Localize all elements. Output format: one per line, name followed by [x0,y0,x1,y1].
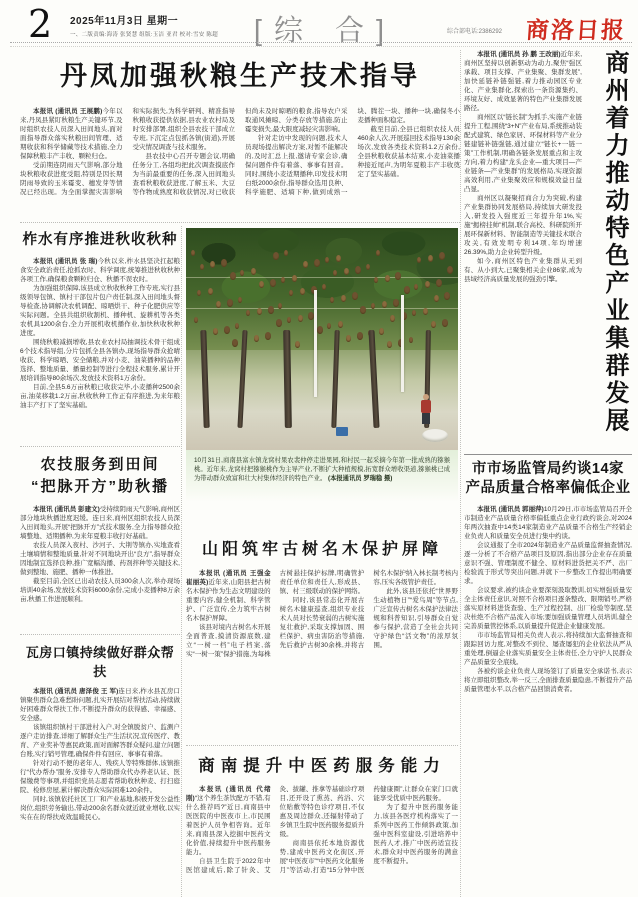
article-body: 本报讯 (通讯员 张 瑞)今秋以来,柞水县坚决扛起粮食安全政治责任,抢抓农时、科学调度,统筹推进秋收秋种各项工作,确保粮食颗粒归仓、秋播不误农时。 为加强组织保障,该县成立秋收秋种工作专班,实行县级领导包镇、镇村干部包片包户责任制,深入田间地头督导检查,协调解决农机调配、晾晒烘干、种子化肥供应等实际问题。全县共组织收割机、播种机、旋耕机等各类农机具1200余台,全力开展机收机播作业,加快秋收秋种进度。 围绕秋粮减损增收,县农业农村局抽调技术骨干组成6个技术指导组,分片包抓全县各镇办,现场指导群众抢晴收获、科学晾晒、安全储粮,并对小麦、油菜播种的品种选择、整地质量、播量控制等进行全程技术服务,累计开展培训指导80余场次,发放技术资料1万余份。 目前,全县5.6万亩秋粮已收获完毕,小麦播种2500余亩,油菜移栽1.2万亩,秋收秋种工作正有序推进,为来年粮油丰产打下了坚实基础。 [20,258,180,409]
divider [464,454,632,455]
article-body: 本报讯 (通讯员 郭丽萍)10月29日,市市场监管局召开全市制造业产品质量合格率偏低重点企业行政约谈会,对2024年两次抽查中14类14家制造业产品质量不合格生产经销企业负责人和质量安全员进行集中约谈。 会议通报了全市2024年制造业产品质量监督抽查情况,逐一分析了不合格产品项目及原因,指出部分企业存在质量意识不强、管理制度不健全、原材料进货把关不严、出厂检验流于形式等突出问题,并就下一步整改工作提出明确要求。 会议要求,被约谈企业要深刻汲取教训,切实增强质量安全主体责任意识,对照不合格项目逐条整改、限期销号,严格落实原材料进货查验、生产过程控制、出厂检验等制度,坚决杜绝不合格产品流入市场;要加强质量管理人员培训,健全完善质量管控体系,以质量提升促进企业健康发展。 市市场监管局相关负责人表示,将持续加大监督抽查和跟踪回访力度,对整改不到位、屡查屡犯的企业依法从严从重处理,倒逼企业落实质量安全主体责任,全力守护人民群众产品质量安全底线。 各被约谈企业负责人现场签订了质量安全承诺书,表示将立即组织整改,举一反三,全面排查质量隐患,不断提升产品质量管理水平,以合格产品回馈消费者。 [464,506,632,693]
article-title: 柞水有序推进秋收秋种 [22,232,178,248]
issue-date: 2025年11月3日 星期一 [70,16,179,27]
article-body: 本报讯 (通讯员 代绪刚)“这个养生茶饮配方不错,有什么推荐吗?”近日,商南县中医医院的中医夜市上,市民围着医护人员争相咨询。近年来,商南县深入挖掘中医药文化价值,持续提升中医药服务能力。 自县卫生院于2022年中医馆建成后,除了针灸、艾灸、拔罐、推拿等基础诊疗项目,还开设了熏蒸、药浴、穴位贴敷等特色诊疗项目,不仅惠及周边群众,还辐射带动了乡镇卫生院中医药服务提质升级。 商南县依托本地资源优势,建成中医药文化街区,开展“中医夜市”“中医药文化服务月”等活动,打造“15分钟中医药健康圈”,让群众在家门口就能享受优质中医药服务。 为了提升中医药服务能力,该县各医疗机构落实了一系列中医药工作倾斜政策,加强中医科室建设,引进培养中医药人才,推广中医药适宜技术,群众对中医药服务的满意度不断提升。 [186,786,458,874]
white-sack [422,429,448,442]
section-label: [综 合] [253,15,397,47]
orchard-canopy [186,228,458,357]
page-header [14,2,630,47]
article-body: 本报讯 (通讯员 唐泽俊 王 军)连日来,柞水县瓦房口镇聚焦群众急难愁盼问题,扎实开展结对帮扶活动,持续做好困难群众帮扶工作,不断提升群众的获得感、幸福感、安全感。 该镇组织镇村干部进村入户,对全镇脱贫户、监测户逐户走访排查,详细了解群众生产生活状况,宣传医疗、教育、产业奖补等惠民政策,面对面解答群众疑问,建立问题台账,实行销号管理,确保件件有回应、事事有着落。 针对行动不便的老年人、残疾人等特殊群体,该镇推行“代办帮办”服务,安排专人帮助群众代办养老认证、医保缴费等事项,并组织党员志愿者帮助收秋种麦、打扫庭院、检修房屋,累计解决群众实际困难120余件。 同时,该镇依托社区工厂和产业基地,积极开发公益性岗位,组织劳务输出,带动200余名群众就近就业增收,以实实在在的帮扶成效温暖民心。 [20,688,180,821]
trellis-wire [186,308,458,309]
article-body: 本报讯 (通讯员 彭建文)受持续阴雨天气影响,商州区部分地块秋播进度迟缓。连日来,商州区组织农技人员深入田间地头,开展“把脉开方”式技术服务,全力指导群众抢墒整地、适期播种,为来年夏粮丰收打好基础。 农技人员深入夜村、沙河子、大荆等镇办,实地查看土壤墒情和整地质量,针对不同地块开出“良方”,指导群众因地制宜选择良种,推广宽幅沟播、药剂拌种等关键技术,做到整地、施肥、播种一体推进。 截至目前,全区已出动农技人员300余人次,举办现场培训40余场,发放技术资料6000余份,完成小麦播种8万余亩,秋播工作进展顺利。 [20,506,180,603]
column-divider [181,226,182,897]
article-zhashui [20,228,180,439]
orchard-ground [186,350,458,450]
article-title: 山阳筑牢古树名木保护屏障 [201,541,442,558]
article-shichang [464,460,632,891]
article-wafangkou [20,642,180,897]
department-phone: 综合部电话:2386292 [446,29,502,35]
blue-crate [336,427,348,436]
middle-column [186,228,458,897]
article-title: 商南提升中医药服务能力 [198,757,446,775]
divider [186,745,458,746]
header-divider [10,42,632,43]
support-post [401,295,404,393]
trellis-wire [186,277,458,278]
right-column [464,50,632,891]
article-title: 市市场监管局约谈14家 产品质量合格率偏低企业 [465,461,631,496]
article-lead: 本报讯 (通讯员 王展鹏)今年以来,丹凤县紧盯秋粮生产关键环节,及时组织农技人员深入田间地头,面对面指导群众落实秋粮田间管理、适期收获和科学储藏等技术措施,全力保障秋粮丰产丰收、颗粒归仓。 [20,108,123,160]
article-body: 本报讯 (通讯员 王展鹏)今年以来,丹凤县紧盯秋粮生产关键环节,及时组织农技人员深入田间地头,面对面指导群众落实秋粮田间管理、适期收获和科学储藏等技术措施,全力保障秋粮丰产丰收、颗粒归仓。 受前期连阴雨天气影响,部分地块秋粮收获进度受阻,特别是因长期阴雨导致的玉米霉变、穗发芽等情况已经出现。为全面掌握灾害影响和实际损失,为科学研判、精准指导秋粮收获提供依据,县农业农村局及时安排部署,组织全县农技干部成立专班,下沉定点包抓各镇(街道),开展受灾情况调查与技术服务。 县农技中心召开专题会议,明确任务分工,各组均把此次调查摸底作为当前最重要的任务,深入田间地头查看秋粮收获进度,了解玉米、大豆等作物成熟度和收获情况,对已收获但尚未及时晾晒的粮食,指导农户采取通风摊晾、分类存放等措施,防止霉变损失,最大限度减轻灾害影响。 针对走访中发现的问题,技术人员现场提出解决方案,对暂不能解决的,及时汇总上报,邀请专家会诊,确保问题件件有着落、事事有回音。同时,围绕小麦适期播种,印发技术明白纸2000余份,指导群众选用良种、科学施肥、适墒下种,做到成熟一块、腾茬一块、播种一块,确保冬小麦播种面积稳定。 截至目前,全县已组织农技人员460余人次,开展巡回技术指导130余场次,发放各类技术资料1.2万余份,全县秋粮收获基本结束,小麦油菜播种接近尾声,为明年夏粮丰产丰收奠定了坚实基础。 [20,108,460,196]
kiwi-orchard-photo [186,228,458,450]
support-post [314,290,317,397]
article-title-vertical: 商州着力推动特色产业集群发展 [601,50,628,435]
photo-credit: (本报通讯员 罗瑞稳 摄) [327,475,393,482]
article-danfeng [20,54,460,219]
masthead-logo: 商洛日报 [524,17,627,44]
staff-line: 一、二版责编:海涛 张贤慧 组版:玉洁 亚君 校对:雪安 陈超 [70,32,219,38]
photo-caption-box [186,450,458,502]
page-number: 2 [28,2,53,46]
photo-caption: 10月31日,商南县富水镇龙窝村果农裴仲停走进果园,和村民一起采摘今年第一批成熟的猕猴桃。近年来,龙窝村把猕猴桃作为主导产业,不断扩大种植规模,拓宽群众增收渠道,猕猴桃已成为带动群众致富和壮大村集体经济的特色产业。 [194,457,450,482]
divider [20,446,180,447]
column-divider [460,50,461,897]
article-title: 瓦房口镇持续做好群众帮扶 [25,645,175,679]
article-shangnan [186,752,458,897]
article-nongji [20,454,180,627]
farmer-figure [420,394,432,424]
article-title: 丹凤加强秋粮生产技术指导 [60,61,420,91]
article-body: 本报讯 (通讯员 王强金 崔丽英)近年来,山阳县把古树名木保护作为生态文明建设的重要内容,健全机制、科学管护、广泛宣传,全力筑牢古树名木保护屏障。 该县对境内古树名木开展全面普查,摸清资源底数,建立“一树一档”电子档案,落实“一树一策”保护措施,为每株古树悬挂保护标牌,明确管护责任单位和责任人,形成县、镇、村三级联动的保护网络。 同时,该县常态化开展古树名木健康巡查,组织专业技术人员对长势衰弱的古树实施复壮救护,采取支撑加固、围栏保护、病虫害防治等措施,先后救护古树30余株,并将古树名木保护纳入林长制考核内容,压实各级管护责任。 此外,该县还依托“世界野生动植物日”“爱鸟周”等节点,广泛宣传古树名木保护法律法规和科普知识,引导群众自觉参与保护,营造了全社会共同守护绿色“活文物”的浓厚氛围。 [186,570,458,658]
article-title: 农技服务到田间 “把脉开方”助秋播 [30,456,169,495]
divider [20,222,460,223]
date-block [70,12,218,38]
article-body: 本报讯 (通讯员 孙 鹏 王改丽)近年来,商州区坚持以创新驱动为动力,聚焦“强区承载、项目支撑、产业集聚、集群发展”,加快延链补链强链,着力推动园区专业化、产业集群化,探索出一条资源集约、环境友好、成效显著的特色产业集群发展路径。 商州区以“链长制”为抓手,实施产业链提升工程,围绕“3+N”产业布局,系统推动装配式建筑、绿色家居、环保材料等产业分链建链补链强链,通过建立“链长+一链一策”工作机制,明确各链条发展重点和主攻方向,着力构建“龙头企业—重大项目—产业链条—产业集群”的发展格局,实现资源高效利用,产业集聚效应和规模效益日益凸显。 商州区以凝聚招商合力为突破,构建产业集群协同发展格局,持续加大研发投入,研发投入强度近三年提升年1%,实施“揭榜挂帅”机制,联合高校、科研院所开展环保新材料、智能制造等关键技术联合攻关,有效发明专利14项,年均增速26.39%,助力企业转型升级。 如今,商州区特色产业集群从无到有、从小到大,已聚集相关企业86家,成为县域经济高质量发展的强劲引擎。 [464,51,582,283]
header-divider-2 [10,46,632,47]
divider [20,634,180,635]
article-shangzhou [464,50,632,448]
left-column [20,228,180,897]
article-shanyang [186,536,458,737]
